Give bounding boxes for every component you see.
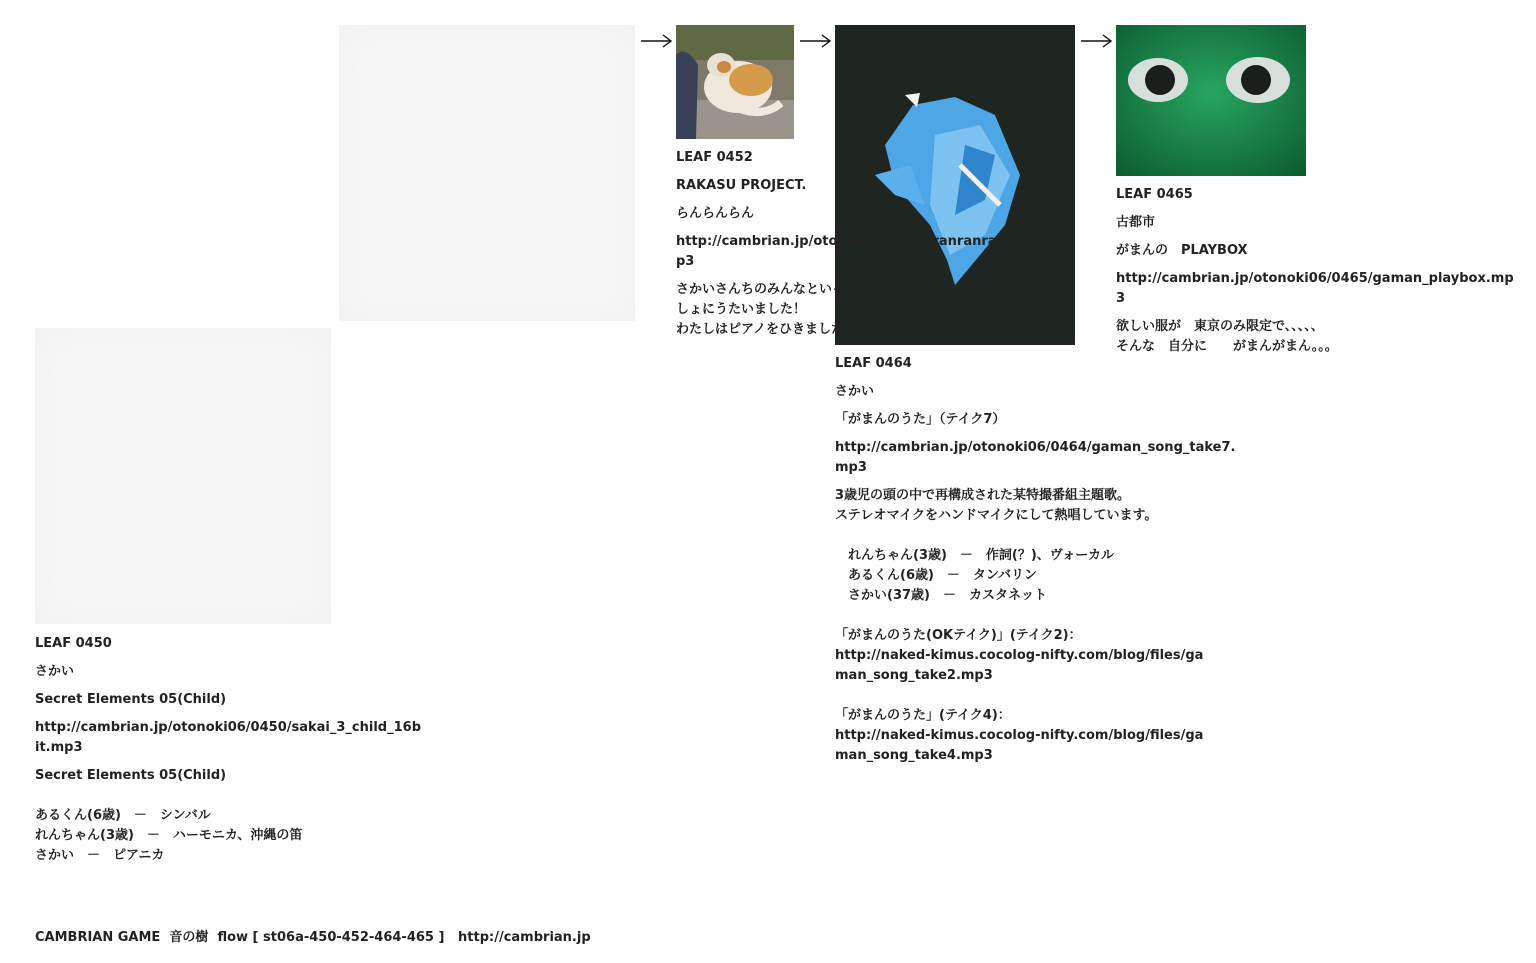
footer-game-link[interactable]: CAMBRIAN GAME (35, 930, 161, 945)
leaf-0452-info (676, 148, 1041, 348)
leaf-mp3-link[interactable]: http://cambrian.jp/otonoki06/0465/gaman_playbox.mp3 (1116, 271, 1514, 306)
leaf-description: 3歳児の頭の中で再構成された某特撮番組主題歌。 (835, 488, 1131, 503)
arrow-right-icon (799, 33, 833, 49)
leaf-author: さかい (35, 664, 75, 679)
leaf-mp3-link[interactable]: http://cambrian.jp/otonoki06/0450/sakai_3_child_16bit.mp3 (35, 720, 421, 755)
leaf-id: LEAF 0450 (35, 636, 112, 651)
arrow-right-icon (640, 33, 674, 49)
leaf-description: わたしはピアノをひきました。 (676, 322, 857, 337)
leaf-0450-image[interactable] (35, 328, 331, 624)
footer-flow: flow [ st06a-450-452-464-465 ] (217, 930, 445, 945)
take-label: 「がまんのうた(OKテイク)」(テイク2)： (835, 628, 1082, 643)
leaf-title: Secret Elements 05(Child) (35, 692, 227, 707)
leaf-mp3-link[interactable]: http://cambrian.jp/otonoki06/0452/ranranran_d.mp3 (676, 234, 1041, 269)
leaf-0464-info (835, 354, 1245, 766)
leaf-title: がまんの PLAYBOX (1116, 243, 1248, 258)
footer (35, 928, 591, 948)
footer-site-link[interactable]: http://cambrian.jp (458, 930, 591, 945)
credit-line: れんちゃん(3歳) － 作詞(？)、ヴォーカル (848, 548, 1115, 563)
leaf-mp3-link[interactable]: http://cambrian.jp/otonoki06/0464/gaman_song_take7.mp3 (835, 440, 1236, 475)
footer-tree: 音の樹 (169, 930, 209, 945)
credit-line: あるくん(6歳) － シンバル (35, 808, 211, 823)
leaf-author: さかい (835, 384, 875, 399)
credit-line: あるくん(6歳) － タンバリン (848, 568, 1038, 583)
credit-line: さかい － ピアニカ (35, 848, 165, 863)
take-link[interactable]: http://naked-kimus.cocolog-nifty.com/blog/files/gaman_song_take4.mp3 (835, 728, 1204, 763)
leaf-author: 古都市 (1116, 215, 1156, 230)
leaf-description: ステレオマイクをハンドマイクにして熱唱しています。 (835, 508, 1158, 523)
take-label: 「がまんのうた」(テイク4)： (835, 708, 1011, 723)
leaf-id: LEAF 0465 (1116, 187, 1193, 202)
leaf-id: LEAF 0464 (835, 356, 912, 371)
arrow-right-icon (1080, 33, 1114, 49)
leaf-description: さかいさんちのみんなといっしょにうたいました！ (676, 282, 846, 317)
leaf-id: LEAF 0452 (676, 150, 753, 165)
leaf-title-repeat: Secret Elements 05(Child) (35, 768, 227, 783)
leaf-0450-info (35, 634, 435, 866)
leaf-0452-image[interactable] (676, 25, 794, 139)
leaf-0465-info (1116, 185, 1514, 365)
leaf-author: RAKASU PROJECT. (676, 178, 807, 193)
leaf-0450-preview-image[interactable] (339, 25, 635, 321)
leaf-title: らんらんらん (676, 206, 755, 221)
leaf-0465-image[interactable] (1116, 25, 1306, 176)
leaf-title: 「がまんのうた」（テイク7） (835, 412, 1006, 427)
leaf-description: そんな 自分に がまんがまん。。。 (1116, 339, 1338, 354)
credit-line: さかい(37歳) － カスタネット (848, 588, 1047, 603)
credit-line: れんちゃん(3歳) － ハーモニカ、沖縄の笛 (35, 828, 303, 843)
take-link[interactable]: http://naked-kimus.cocolog-nifty.com/blog/files/gaman_song_take2.mp3 (835, 648, 1204, 683)
leaf-description: 欲しい服が 東京のみ限定で、、、、、 (1116, 319, 1324, 334)
